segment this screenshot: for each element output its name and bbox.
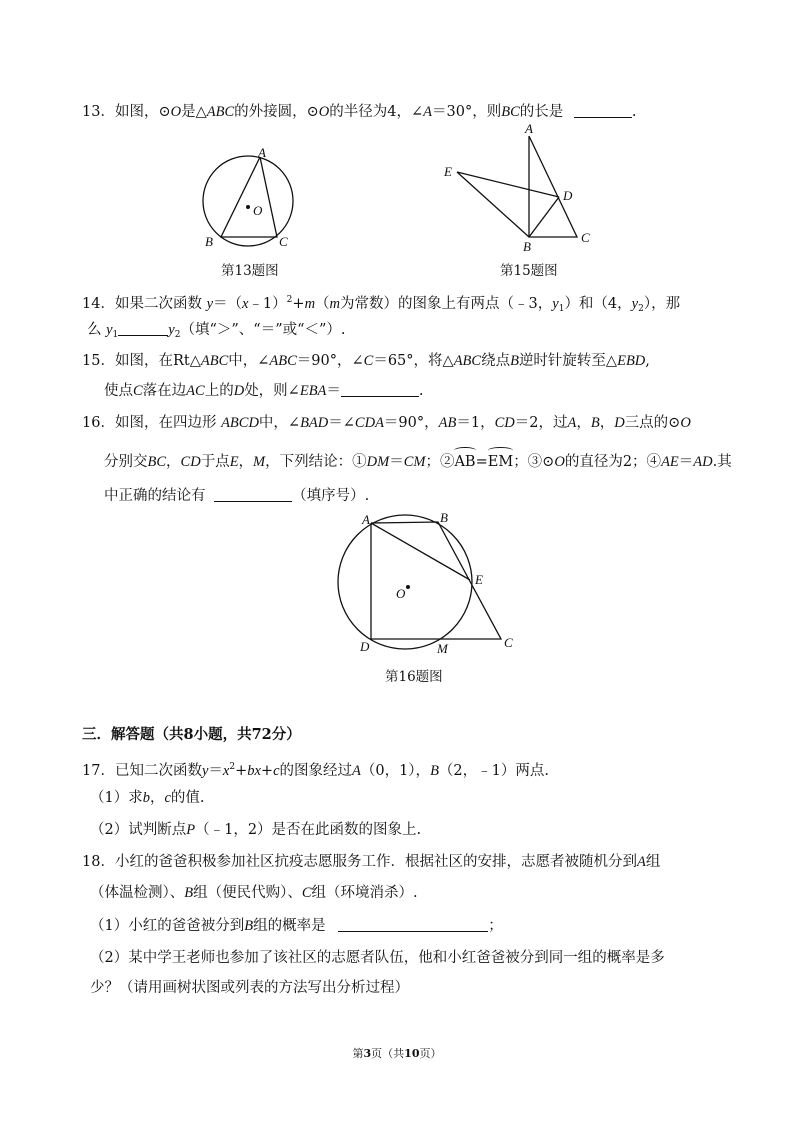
fig16-label-C: C [504, 635, 513, 650]
q16-answer-blank[interactable] [214, 487, 292, 502]
q17-part-1: （1）求b，c的值. [90, 790, 205, 806]
fig16-center-dot [406, 585, 410, 589]
fig13-triangle [221, 157, 277, 237]
fig15-line-EB [457, 172, 529, 237]
q15-line-1: 15．如图，在Rt△ABC中，∠ABC＝90°，∠C＝65°，将△ABC绕点B逆时针旋转至△EBD, [82, 353, 650, 369]
arc-em: EM [487, 454, 514, 470]
arc-ab: AB [454, 454, 476, 470]
fig16-label-E: E [475, 572, 483, 587]
figure-15 [437, 120, 607, 255]
fig15-triangle-abc [529, 136, 577, 237]
q18-part-1: （1）小红的爸爸被分到B组的概率是 ； [90, 918, 503, 934]
q13-line: 13．如图，⊙O是△ABC的外接圆，⊙O的半径为4，∠A＝30°，则BC的长是 . [82, 104, 637, 120]
figure-13 [195, 145, 305, 255]
q18-part-2: （2）某中学王老师也参加了该社区的志愿者队伍，他和小红爸爸被分到同一组的概率是多 [90, 950, 665, 966]
page-number: 3 [363, 1047, 372, 1060]
q18-line-1: 18．小红的爸爸积极参加社区抗疫志愿服务工作．根据社区的安排，志愿者被随机分到A组 [82, 854, 661, 870]
fig16-circle [338, 515, 472, 649]
section-3-heading: 三．解答题（共8小题，共72分） [82, 726, 301, 743]
fig16-label-M: M [437, 641, 448, 656]
page-total: 10 [404, 1047, 420, 1060]
q16-line-1: 16．如图，在四边形 ABCD中，∠BAD＝∠CDA＝90°，AB＝1，CD＝2，过A，B，D三点的⊙O [82, 415, 691, 431]
figure-16 [330, 510, 530, 660]
fig15-label-D: D [563, 188, 573, 203]
fig15-label-B: B [523, 239, 531, 254]
q18-line-2: （体温检测）、B组（便民代购）、C组（环境消杀）. [90, 885, 418, 901]
fig16-label-B: B [440, 510, 448, 525]
q15-answer-blank[interactable] [341, 382, 419, 397]
q16-line-2: 分别交BC，CD于点E，M，下列结论：①DM＝CM；②AB=EM；③⊙O的直径为2；④AE＝AD.其 [104, 454, 732, 470]
fig15-line-ED [457, 172, 559, 197]
fig16-label-O: O [396, 586, 406, 601]
q17-part-2: （2）试判断点P（﹣1，2）是否在此函数的图象上. [90, 822, 422, 838]
fig16-label-A: A [362, 512, 370, 527]
q16-line-3: 中正确的结论有 （填序号）. [104, 488, 370, 504]
fig15-line-BD [529, 197, 559, 237]
fig16-caption: 第16题图 [385, 669, 443, 685]
q18-part-2-cont: 少？（请用画树状图或列表的方法写出分析过程） [90, 980, 409, 996]
q14-answer-blank[interactable] [118, 321, 168, 336]
q14-line-1: 14．如果二次函数 y＝（x﹣1）$^2$+m（m为常数）的图象上有两点（﹣3，$y_1$）和（4，$y_2$），那 [82, 295, 681, 314]
q14-line-2: 么 $y_1$ $y_2$（填“＞”、“＝”或“＜”）. [87, 322, 346, 340]
fig16-label-D: D [360, 639, 370, 654]
page-footer: 第3页（共10页） [352, 1047, 442, 1060]
q15-line-2: 使点C落在边AC上的D处，则∠EBA＝ . [104, 383, 424, 399]
fig13-caption: 第13题图 [221, 263, 279, 279]
q13-answer-blank[interactable] [574, 103, 632, 118]
fig13-label-A: A [258, 145, 266, 160]
fig13-label-O: O [253, 203, 263, 218]
fig15-label-A: A [525, 121, 533, 136]
fig13-label-C: C [279, 234, 288, 249]
fig13-label-B: B [205, 234, 213, 249]
fig15-caption: 第15题图 [500, 263, 558, 279]
fig13-circle [203, 156, 293, 246]
fig15-label-C: C [581, 230, 590, 245]
fig16-line-AE [371, 523, 470, 580]
q18-answer-blank[interactable] [338, 917, 488, 932]
fig13-center-dot [246, 205, 250, 209]
q17-line-1: 17．已知二次函数$y=x^2+bx+c$的图象经过A（0，1），B（2，﹣1）两点. [82, 762, 549, 779]
fig15-label-E: E [444, 164, 452, 179]
